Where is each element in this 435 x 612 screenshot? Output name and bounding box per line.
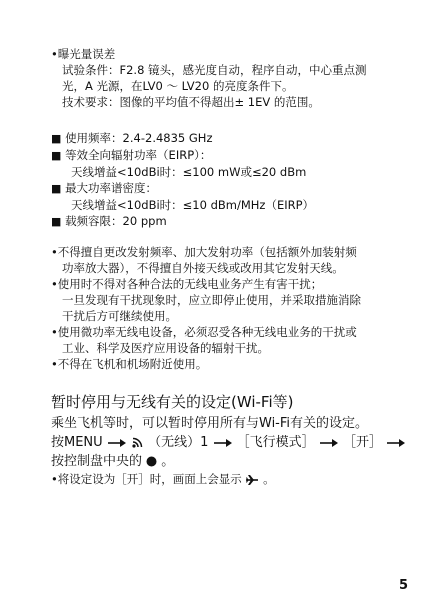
spec-psd-value: 天线增益<10dBi时：≤10 dBm/MHz（EIRP） xyxy=(71,198,315,212)
rule-2c: 干扰后方可继续使用。 xyxy=(62,309,177,323)
spec-eirp-value: 天线增益<10dBi时：≤100 mW或≤20 dBm xyxy=(71,165,307,179)
rule-4 xyxy=(51,356,411,372)
note-text: 将设定设为［开］时，画面上会显示 xyxy=(57,472,242,486)
exposure-requirement: 技术要求：图像的平均值不得超出± 1EV 的范围。 xyxy=(62,95,320,109)
rule-1a-text: 不得擅自更改发射频率、加大发射功率（包括额外加装射频 xyxy=(57,245,357,259)
exposure-title-line xyxy=(51,46,411,62)
bullet: • xyxy=(51,325,58,339)
document-body xyxy=(51,46,411,487)
menu-path xyxy=(51,433,411,452)
bullet: • xyxy=(51,472,58,486)
section-title: 暂时停用与无线有关的设定(Wi-Fi等) xyxy=(51,393,294,411)
square-bullet: ■ xyxy=(51,182,62,195)
spec-eirp xyxy=(51,147,411,164)
spec-frequency-text: 使用频率：2.4-2.4835 GHz xyxy=(65,131,213,145)
note-line xyxy=(51,471,411,487)
bullet: • xyxy=(51,357,58,371)
spec-frequency xyxy=(51,130,411,147)
rule-3b: 工业、科学及医疗应用设备的辐射干扰。 xyxy=(62,341,269,355)
rule-2a xyxy=(51,276,411,292)
menu-step-5-end: 。 xyxy=(161,454,175,469)
menu-step-5: 按控制盘中央的 xyxy=(51,454,143,469)
arrow-right-icon xyxy=(107,435,131,450)
airplane-icon xyxy=(242,472,263,486)
wireless-icon xyxy=(131,435,148,450)
square-bullet: ■ xyxy=(51,149,62,162)
rule-1b: 功率放大器），不得擅自外接天线或改用其它发射天线。 xyxy=(62,261,344,275)
arrow-right-icon xyxy=(213,435,237,450)
spec-psd xyxy=(51,180,411,197)
exposure-condition-2: 光，A 光源，在LV0 ～ LV20 的亮度条件下。 xyxy=(62,79,294,93)
menu-step-3: ［飞行模式］ xyxy=(236,435,315,450)
rule-1a xyxy=(51,244,411,260)
spec-tolerance-text: 载频容限：20 ppm xyxy=(65,214,167,228)
bullet: • xyxy=(51,47,58,61)
control-wheel-center-icon xyxy=(142,454,161,469)
arrow-right-icon xyxy=(386,435,406,450)
bullet: • xyxy=(51,245,58,259)
menu-step-1: 按MENU xyxy=(51,435,103,450)
rule-2a-text: 使用时不得对各种合法的无线电业务产生有害干扰； xyxy=(57,277,323,291)
exposure-condition-1: 试验条件：F2.8 镜头，感光度自动，程序自动，中心重点测 xyxy=(62,63,367,77)
control-wheel-step xyxy=(51,452,411,471)
square-bullet: ■ xyxy=(51,132,62,145)
arrow-right-icon xyxy=(315,435,343,450)
spec-tolerance xyxy=(51,213,411,230)
menu-step-2: （无线）1 xyxy=(148,435,209,450)
section-body: 乘坐飞机等时，可以暂时停用所有与Wi-Fi有关的设定。 xyxy=(51,416,369,431)
rule-3a-text: 使用微功率无线电设备，必须忍受各种无线电业务的干扰或 xyxy=(57,325,357,339)
rule-2b: 一旦发现有干扰现象时，应立即停止使用，并采取措施消除 xyxy=(62,293,361,307)
note-end: 。 xyxy=(263,472,275,486)
bullet: • xyxy=(51,277,58,291)
rule-3a xyxy=(51,324,411,340)
spec-psd-title: 最大功率谱密度： xyxy=(65,181,158,195)
page-number: 5 xyxy=(399,578,409,593)
exposure-title: 曝光量误差 xyxy=(57,47,116,61)
rule-4-text: 不得在飞机和机场附近使用。 xyxy=(57,357,208,371)
menu-step-4: ［开］ xyxy=(342,435,382,450)
spec-eirp-title: 等效全向辐射功率（EIRP）： xyxy=(65,148,212,162)
square-bullet: ■ xyxy=(51,215,62,228)
